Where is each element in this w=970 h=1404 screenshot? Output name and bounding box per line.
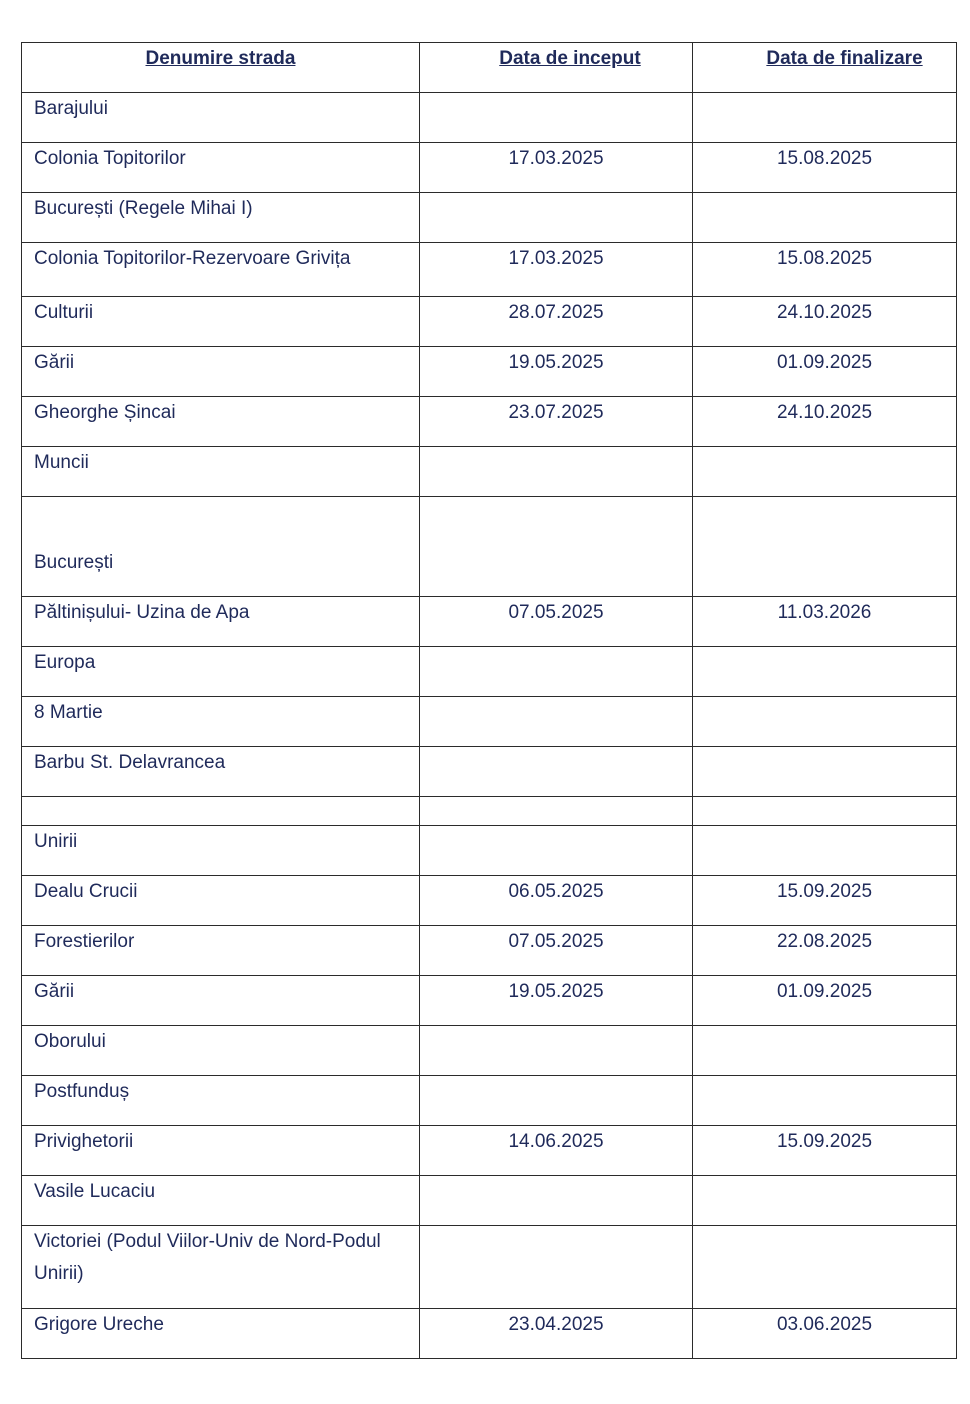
- table-row: [22, 143, 957, 193]
- street-name-cell: [22, 797, 420, 826]
- end-date-cell: 15.08.2025: [693, 143, 957, 193]
- start-date-cell: [420, 1226, 693, 1309]
- table-row: [22, 297, 957, 347]
- street-name-cell: Dealu Crucii: [22, 876, 420, 926]
- street-name-cell: Muncii: [22, 447, 420, 497]
- start-date-cell: [420, 1026, 693, 1076]
- start-date-cell: [420, 497, 693, 597]
- start-date-cell: [420, 447, 693, 497]
- roadworks-table: [21, 42, 957, 1359]
- street-name-cell: Gării: [22, 347, 420, 397]
- street-name-cell: Oborului: [22, 1026, 420, 1076]
- start-date-cell: [420, 1176, 693, 1226]
- street-name-cell: București: [22, 497, 420, 597]
- street-name-cell: Forestierilor: [22, 926, 420, 976]
- start-date-cell: 07.05.2025: [420, 926, 693, 976]
- street-name-cell: Unirii: [22, 826, 420, 876]
- start-date-cell: [420, 1076, 693, 1126]
- table-row: [22, 447, 957, 497]
- start-date-cell: [420, 747, 693, 797]
- table-row: [22, 347, 957, 397]
- end-date-cell: 22.08.2025: [693, 926, 957, 976]
- start-date-cell: [420, 647, 693, 697]
- end-date-cell: 01.09.2025: [693, 347, 957, 397]
- start-date-cell: [420, 797, 693, 826]
- table-row: [22, 926, 957, 976]
- table-body: [22, 93, 957, 1359]
- end-date-cell: 01.09.2025: [693, 976, 957, 1026]
- street-name-cell: Colonia Topitorilor-Rezervoare Grivița: [22, 243, 420, 297]
- table-row: [22, 497, 957, 597]
- end-date-cell: [693, 1076, 957, 1126]
- end-date-cell: [693, 447, 957, 497]
- start-date-cell: 06.05.2025: [420, 876, 693, 926]
- start-date-cell: [420, 93, 693, 143]
- table-row: [22, 1226, 957, 1309]
- table-row: [22, 876, 957, 926]
- table-row: [22, 1126, 957, 1176]
- end-date-cell: [693, 647, 957, 697]
- end-date-cell: 15.09.2025: [693, 876, 957, 926]
- end-date-cell: 15.09.2025: [693, 1126, 957, 1176]
- street-name-cell: Colonia Topitorilor: [22, 143, 420, 193]
- street-name-cell: Gheorghe Șincai: [22, 397, 420, 447]
- table-row: [22, 243, 957, 297]
- street-name-cell: Privighetorii: [22, 1126, 420, 1176]
- start-date-cell: 19.05.2025: [420, 976, 693, 1026]
- table-row: [22, 93, 957, 143]
- table-row: [22, 826, 957, 876]
- end-date-cell: [693, 697, 957, 747]
- end-date-cell: [693, 826, 957, 876]
- street-name-cell: Vasile Lucaciu: [22, 1176, 420, 1226]
- table-row: [22, 1176, 957, 1226]
- street-name-cell: Victoriei (Podul Viilor-Univ de Nord-Podul Unirii): [22, 1226, 420, 1309]
- end-date-cell: 24.10.2025: [693, 297, 957, 347]
- end-date-cell: [693, 1026, 957, 1076]
- end-date-cell: 15.08.2025: [693, 243, 957, 297]
- start-date-cell: 14.06.2025: [420, 1126, 693, 1176]
- table-row: [22, 697, 957, 747]
- street-name-cell: Europa: [22, 647, 420, 697]
- end-date-cell: [693, 1226, 957, 1309]
- street-name-cell: Culturii: [22, 297, 420, 347]
- start-date-cell: 17.03.2025: [420, 143, 693, 193]
- start-date-cell: 17.03.2025: [420, 243, 693, 297]
- header-row: [22, 43, 957, 93]
- table-row: [22, 1309, 957, 1359]
- start-date-cell: 19.05.2025: [420, 347, 693, 397]
- street-name-cell: Barbu St. Delavrancea: [22, 747, 420, 797]
- start-date-cell: [420, 193, 693, 243]
- table-row: [22, 797, 957, 826]
- street-name-cell: Barajului: [22, 93, 420, 143]
- table-row: [22, 747, 957, 797]
- end-date-cell: [693, 1176, 957, 1226]
- end-date-cell: [693, 93, 957, 143]
- end-date-cell: 11.03.2026: [693, 597, 957, 647]
- header-start-date: Data de inceput: [420, 43, 693, 93]
- end-date-cell: [693, 193, 957, 243]
- start-date-cell: 07.05.2025: [420, 597, 693, 647]
- street-name-cell: Postfunduș: [22, 1076, 420, 1126]
- header-end-date: Data de finalizare: [693, 43, 957, 93]
- street-name-cell: Grigore Ureche: [22, 1309, 420, 1359]
- start-date-cell: 23.07.2025: [420, 397, 693, 447]
- table-row: [22, 193, 957, 243]
- end-date-cell: 24.10.2025: [693, 397, 957, 447]
- street-name-cell: Păltinișului- Uzina de Apa: [22, 597, 420, 647]
- table-row: [22, 397, 957, 447]
- header-street: Denumire strada: [22, 43, 420, 93]
- table-row: [22, 1076, 957, 1126]
- end-date-cell: [693, 797, 957, 826]
- table-row: [22, 976, 957, 1026]
- start-date-cell: 23.04.2025: [420, 1309, 693, 1359]
- street-name-cell: București (Regele Mihai I): [22, 193, 420, 243]
- start-date-cell: [420, 697, 693, 747]
- start-date-cell: [420, 826, 693, 876]
- end-date-cell: 03.06.2025: [693, 1309, 957, 1359]
- end-date-cell: [693, 497, 957, 597]
- start-date-cell: 28.07.2025: [420, 297, 693, 347]
- table-row: [22, 647, 957, 697]
- table-row: [22, 1026, 957, 1076]
- street-name-cell: 8 Martie: [22, 697, 420, 747]
- end-date-cell: [693, 747, 957, 797]
- street-name-cell: Gării: [22, 976, 420, 1026]
- table-row: [22, 597, 957, 647]
